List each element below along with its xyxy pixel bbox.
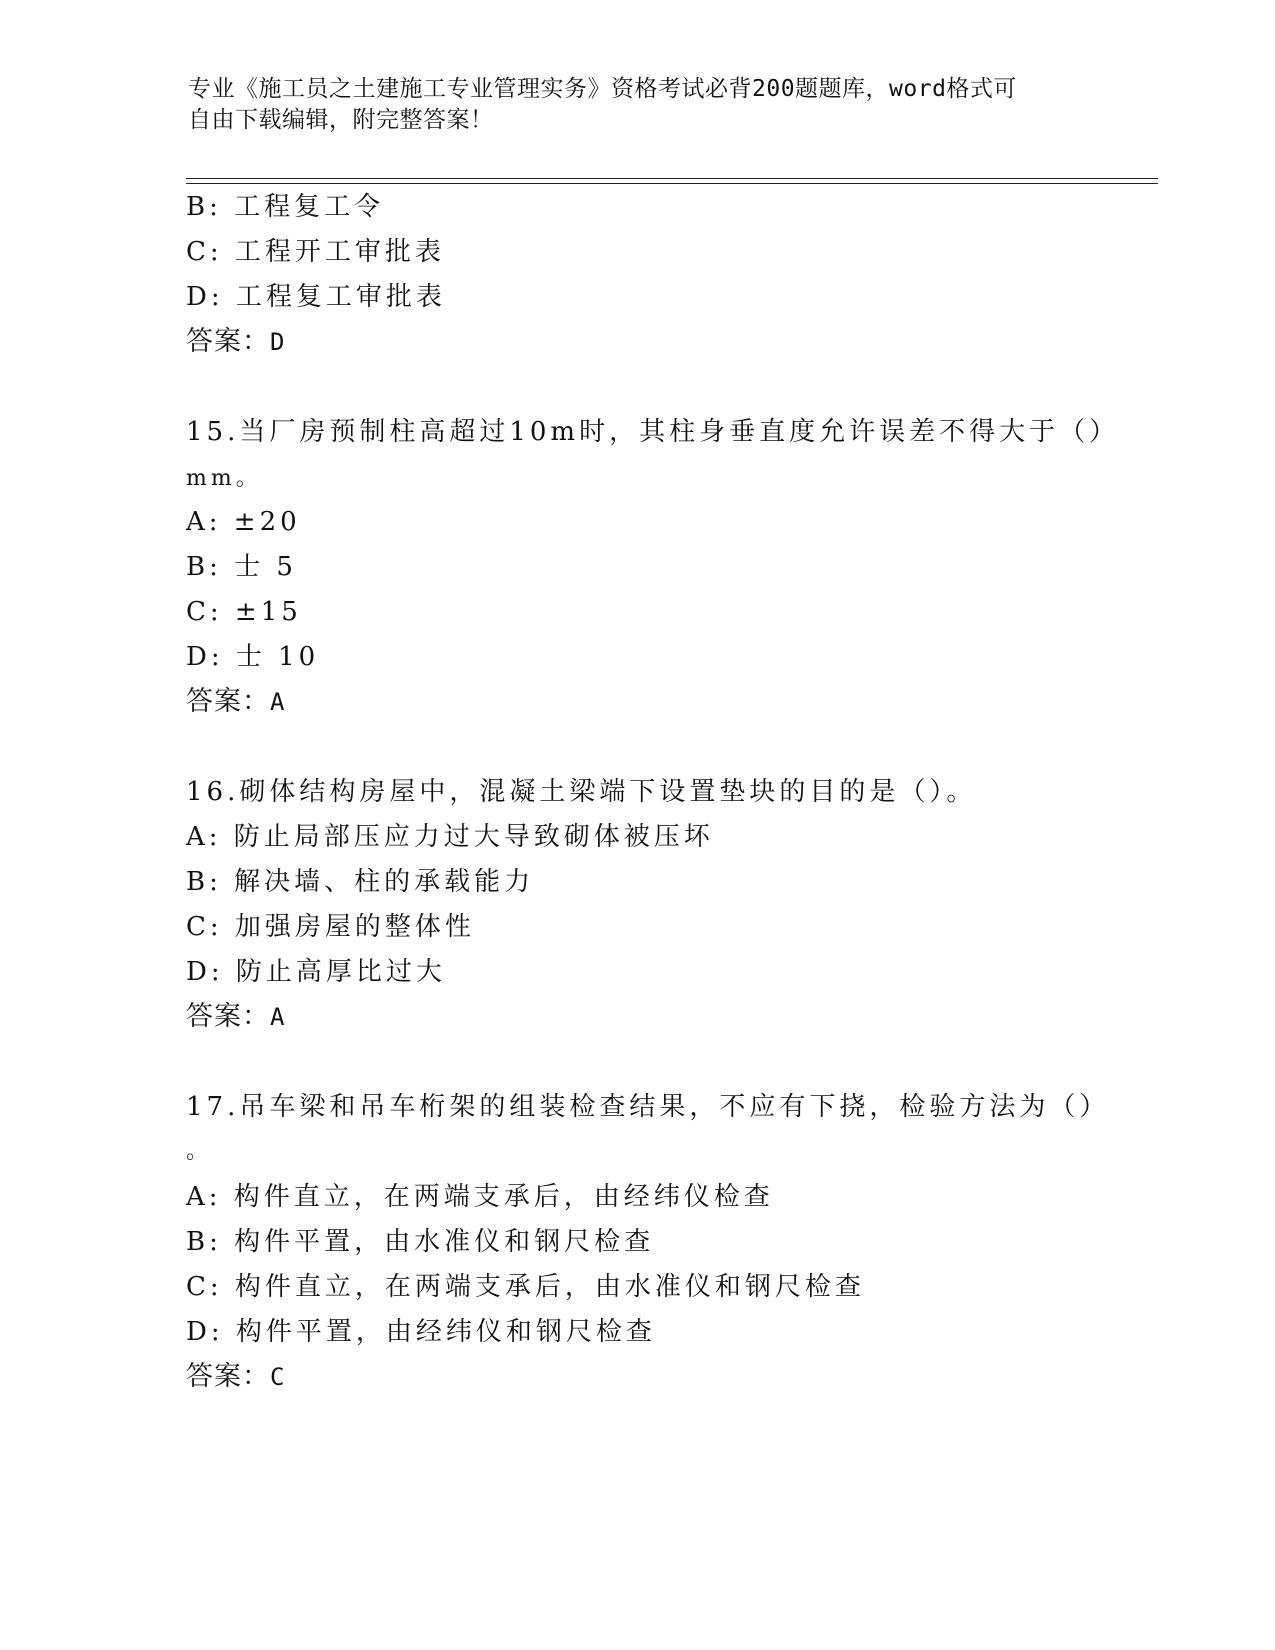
answer-label: 答案： [186, 1001, 270, 1032]
question-15: 15.当厂房预制柱高超过10m时，其柱身垂直度允许误差不得大于（） [186, 417, 1120, 447]
answer-value: D [270, 328, 286, 356]
document-header [188, 74, 1068, 136]
answer-label: 答案： [186, 1361, 270, 1392]
answer-value: A [270, 1003, 286, 1031]
option-c: C: 加强房屋的整体性 [186, 912, 475, 942]
question-16: 16.砌体结构房屋中，混凝土梁端下设置垫块的目的是（）。 [186, 777, 977, 807]
answer-line [186, 325, 285, 359]
option-b: B: 解决墙、柱的承载能力 [186, 867, 535, 897]
option-c: C: 工程开工审批表 [186, 237, 445, 267]
question-17-continuation: 。 [186, 1139, 213, 1164]
answer-line [186, 685, 285, 719]
option-b: B: 工程复工令 [186, 192, 385, 222]
question-15-continuation: mm。 [186, 466, 262, 491]
option-a: A: 防止局部压应力过大导致砌体被压坏 [186, 822, 714, 852]
header-divider-top [186, 178, 1158, 179]
question-17: 17.吊车梁和吊车桁架的组装检查结果，不应有下挠，检验方法为（） [186, 1092, 1110, 1122]
header-line-2: 自由下载编辑，附完整答案！ [188, 107, 494, 133]
option-a: A: 构件直立，在两端支承后，由经纬仪检查 [186, 1182, 774, 1212]
answer-line [186, 1000, 285, 1034]
option-c: C: 构件直立，在两端支承后，由水准仪和钢尺检查 [186, 1272, 865, 1302]
option-d: D: 构件平置，由经纬仪和钢尺检查 [186, 1317, 656, 1347]
option-d: D: 士 10 [186, 642, 320, 672]
header-divider-bottom [186, 183, 1158, 184]
option-a: A: ±20 [186, 507, 301, 537]
answer-label: 答案： [186, 326, 270, 357]
header-line-1: 专业《施工员之土建施工专业管理实务》资格考试必背200题题库，word格式可 [188, 76, 1017, 102]
answer-line [186, 1360, 285, 1394]
option-b: B: 构件平置，由水准仪和钢尺检查 [186, 1227, 655, 1257]
answer-value: C [270, 1363, 286, 1391]
answer-value: A [270, 688, 286, 716]
option-d: D: 防止高厚比过大 [186, 957, 446, 987]
answer-label: 答案： [186, 686, 270, 717]
option-b: B: 士 5 [186, 552, 297, 582]
option-c: C: ±15 [186, 597, 302, 627]
option-d: D: 工程复工审批表 [186, 282, 446, 312]
